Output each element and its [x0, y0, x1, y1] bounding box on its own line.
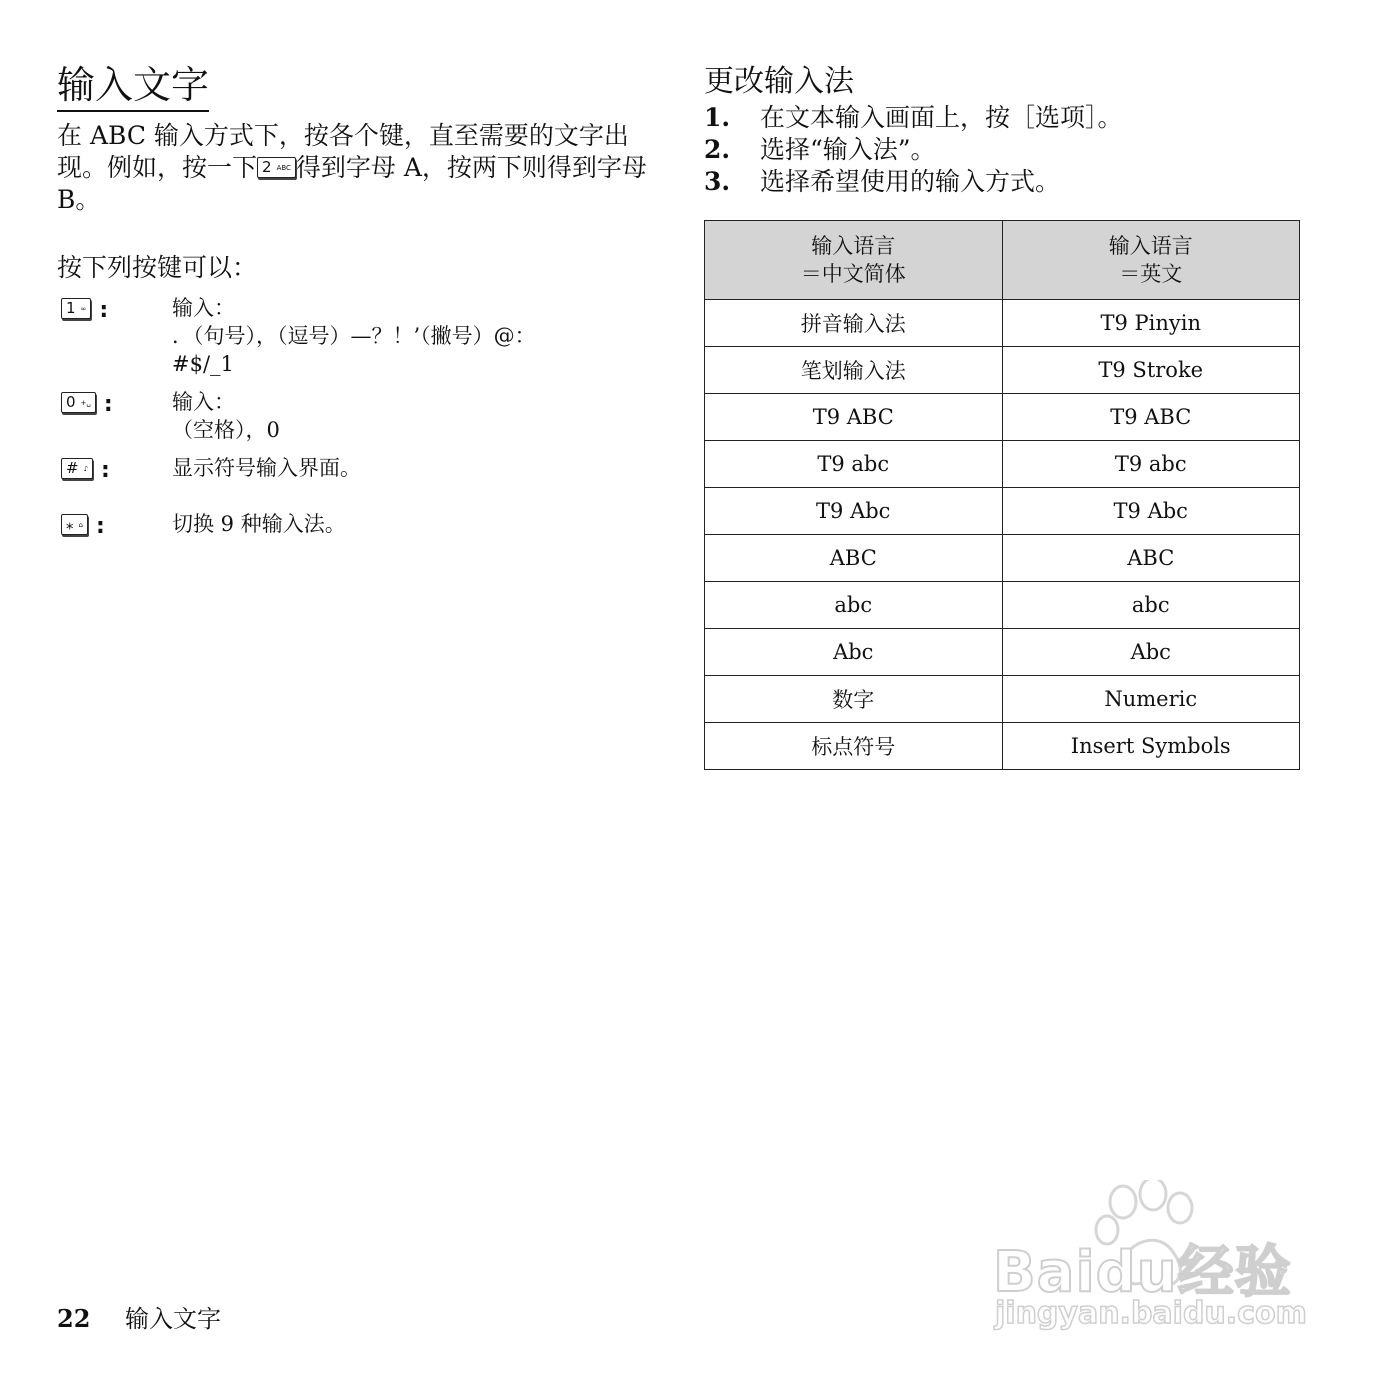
intro-paragraph [57, 120, 652, 216]
table-cell: 数字 [705, 676, 1003, 723]
table-cell: 笔划输入法 [705, 347, 1003, 394]
section-title: 更改输入法 [704, 64, 854, 99]
table-cell: Abc [705, 629, 1003, 676]
table-cell: Abc [1002, 629, 1300, 676]
key-desc-line: 输入： [172, 390, 235, 414]
table-row [705, 441, 1300, 488]
table-row [705, 676, 1300, 723]
table-cell: T9 Stroke [1002, 347, 1300, 394]
table-row [705, 582, 1300, 629]
page-footer [57, 1302, 221, 1336]
table-cell: 拼音输入法 [705, 300, 1003, 347]
key-hash-icon: # ♪ [61, 458, 93, 479]
footer-section-title: 输入文字 [125, 1305, 221, 1333]
key-desc-line: （空格），0 [172, 418, 280, 442]
table-cell: T9 abc [1002, 441, 1300, 488]
step-item: 3. 选择希望使用的输入方式。 [704, 167, 1061, 196]
table-row [705, 723, 1300, 770]
key-desc-line: #$/_1 [172, 352, 234, 376]
key-list-lead: 按下列按键可以： [57, 253, 258, 282]
key-row: # ♪ : 显示符号输入界面。 [57, 454, 657, 500]
table-cell: T9 ABC [1002, 394, 1300, 441]
table-cell: T9 ABC [705, 394, 1003, 441]
key-1-icon: 1 ∞ [61, 298, 91, 319]
key-star-icon: ⁎ ⌂ [61, 514, 88, 535]
table-cell: T9 Abc [1002, 488, 1300, 535]
watermark-url: jingyan.baidu.com [995, 1296, 1307, 1331]
key-0-icon: 0 +␣ [61, 392, 96, 413]
key-2-icon: 2 ABC [257, 157, 296, 178]
key-row: 0 +␣ : 输入： （空格），0 [57, 388, 657, 444]
step-item: 1. 在文本输入画面上，按［选项］。 [704, 103, 1123, 132]
table-header-row [705, 221, 1300, 300]
table-row [705, 488, 1300, 535]
table-row [705, 394, 1300, 441]
step-item: 2. 选择“输入法”。 [704, 135, 936, 164]
key-desc-line: 显示符号输入界面。 [172, 456, 361, 480]
table-cell: T9 Pinyin [1002, 300, 1300, 347]
table-row [705, 629, 1300, 676]
intro-text-start: 在 ABC 输入方式下，按各个键，直至需要的文字出现。例如，按一下 [57, 121, 629, 182]
watermark-brand: Baidu经验 [993, 1240, 1292, 1305]
key-desc-line: 输入： [172, 296, 235, 320]
table-cell: abc [1002, 582, 1300, 629]
intro-text-end: 得到字母 A，按两下则得到字母 B。 [57, 153, 647, 214]
table-cell: 标点符号 [705, 723, 1003, 770]
key-desc-line: 切换 9 种输入法。 [172, 512, 346, 536]
left-column [57, 62, 657, 556]
table-row [705, 347, 1300, 394]
table-cell: ABC [1002, 535, 1300, 582]
table-row [705, 535, 1300, 582]
key-row: ⁎ ⌂ : 切换 9 种输入法。 [57, 510, 657, 556]
right-column [704, 62, 1300, 770]
table-cell: ABC [705, 535, 1003, 582]
column-header: 输入语言 ＝英文 [1002, 221, 1300, 300]
table-cell: T9 abc [705, 441, 1003, 488]
table-cell: T9 Abc [705, 488, 1003, 535]
key-desc-line: ．（句号），（逗号）—？！’（撇号）@： [172, 324, 536, 348]
table-cell: Insert Symbols [1002, 723, 1300, 770]
table-row [705, 300, 1300, 347]
input-language-table [704, 220, 1300, 770]
page-title: 输入文字 [57, 62, 209, 112]
baidu-watermark [985, 1180, 1315, 1340]
table-cell: abc [705, 582, 1003, 629]
table-cell: Numeric [1002, 676, 1300, 723]
page-number: 22 [57, 1304, 91, 1333]
column-header: 输入语言 ＝中文简体 [705, 221, 1003, 300]
key-row: 1 ∞ : 输入： ．（句号），（逗号）—？！’（撇号）@： #$/_1 [57, 294, 657, 378]
steps-list [704, 102, 1300, 198]
